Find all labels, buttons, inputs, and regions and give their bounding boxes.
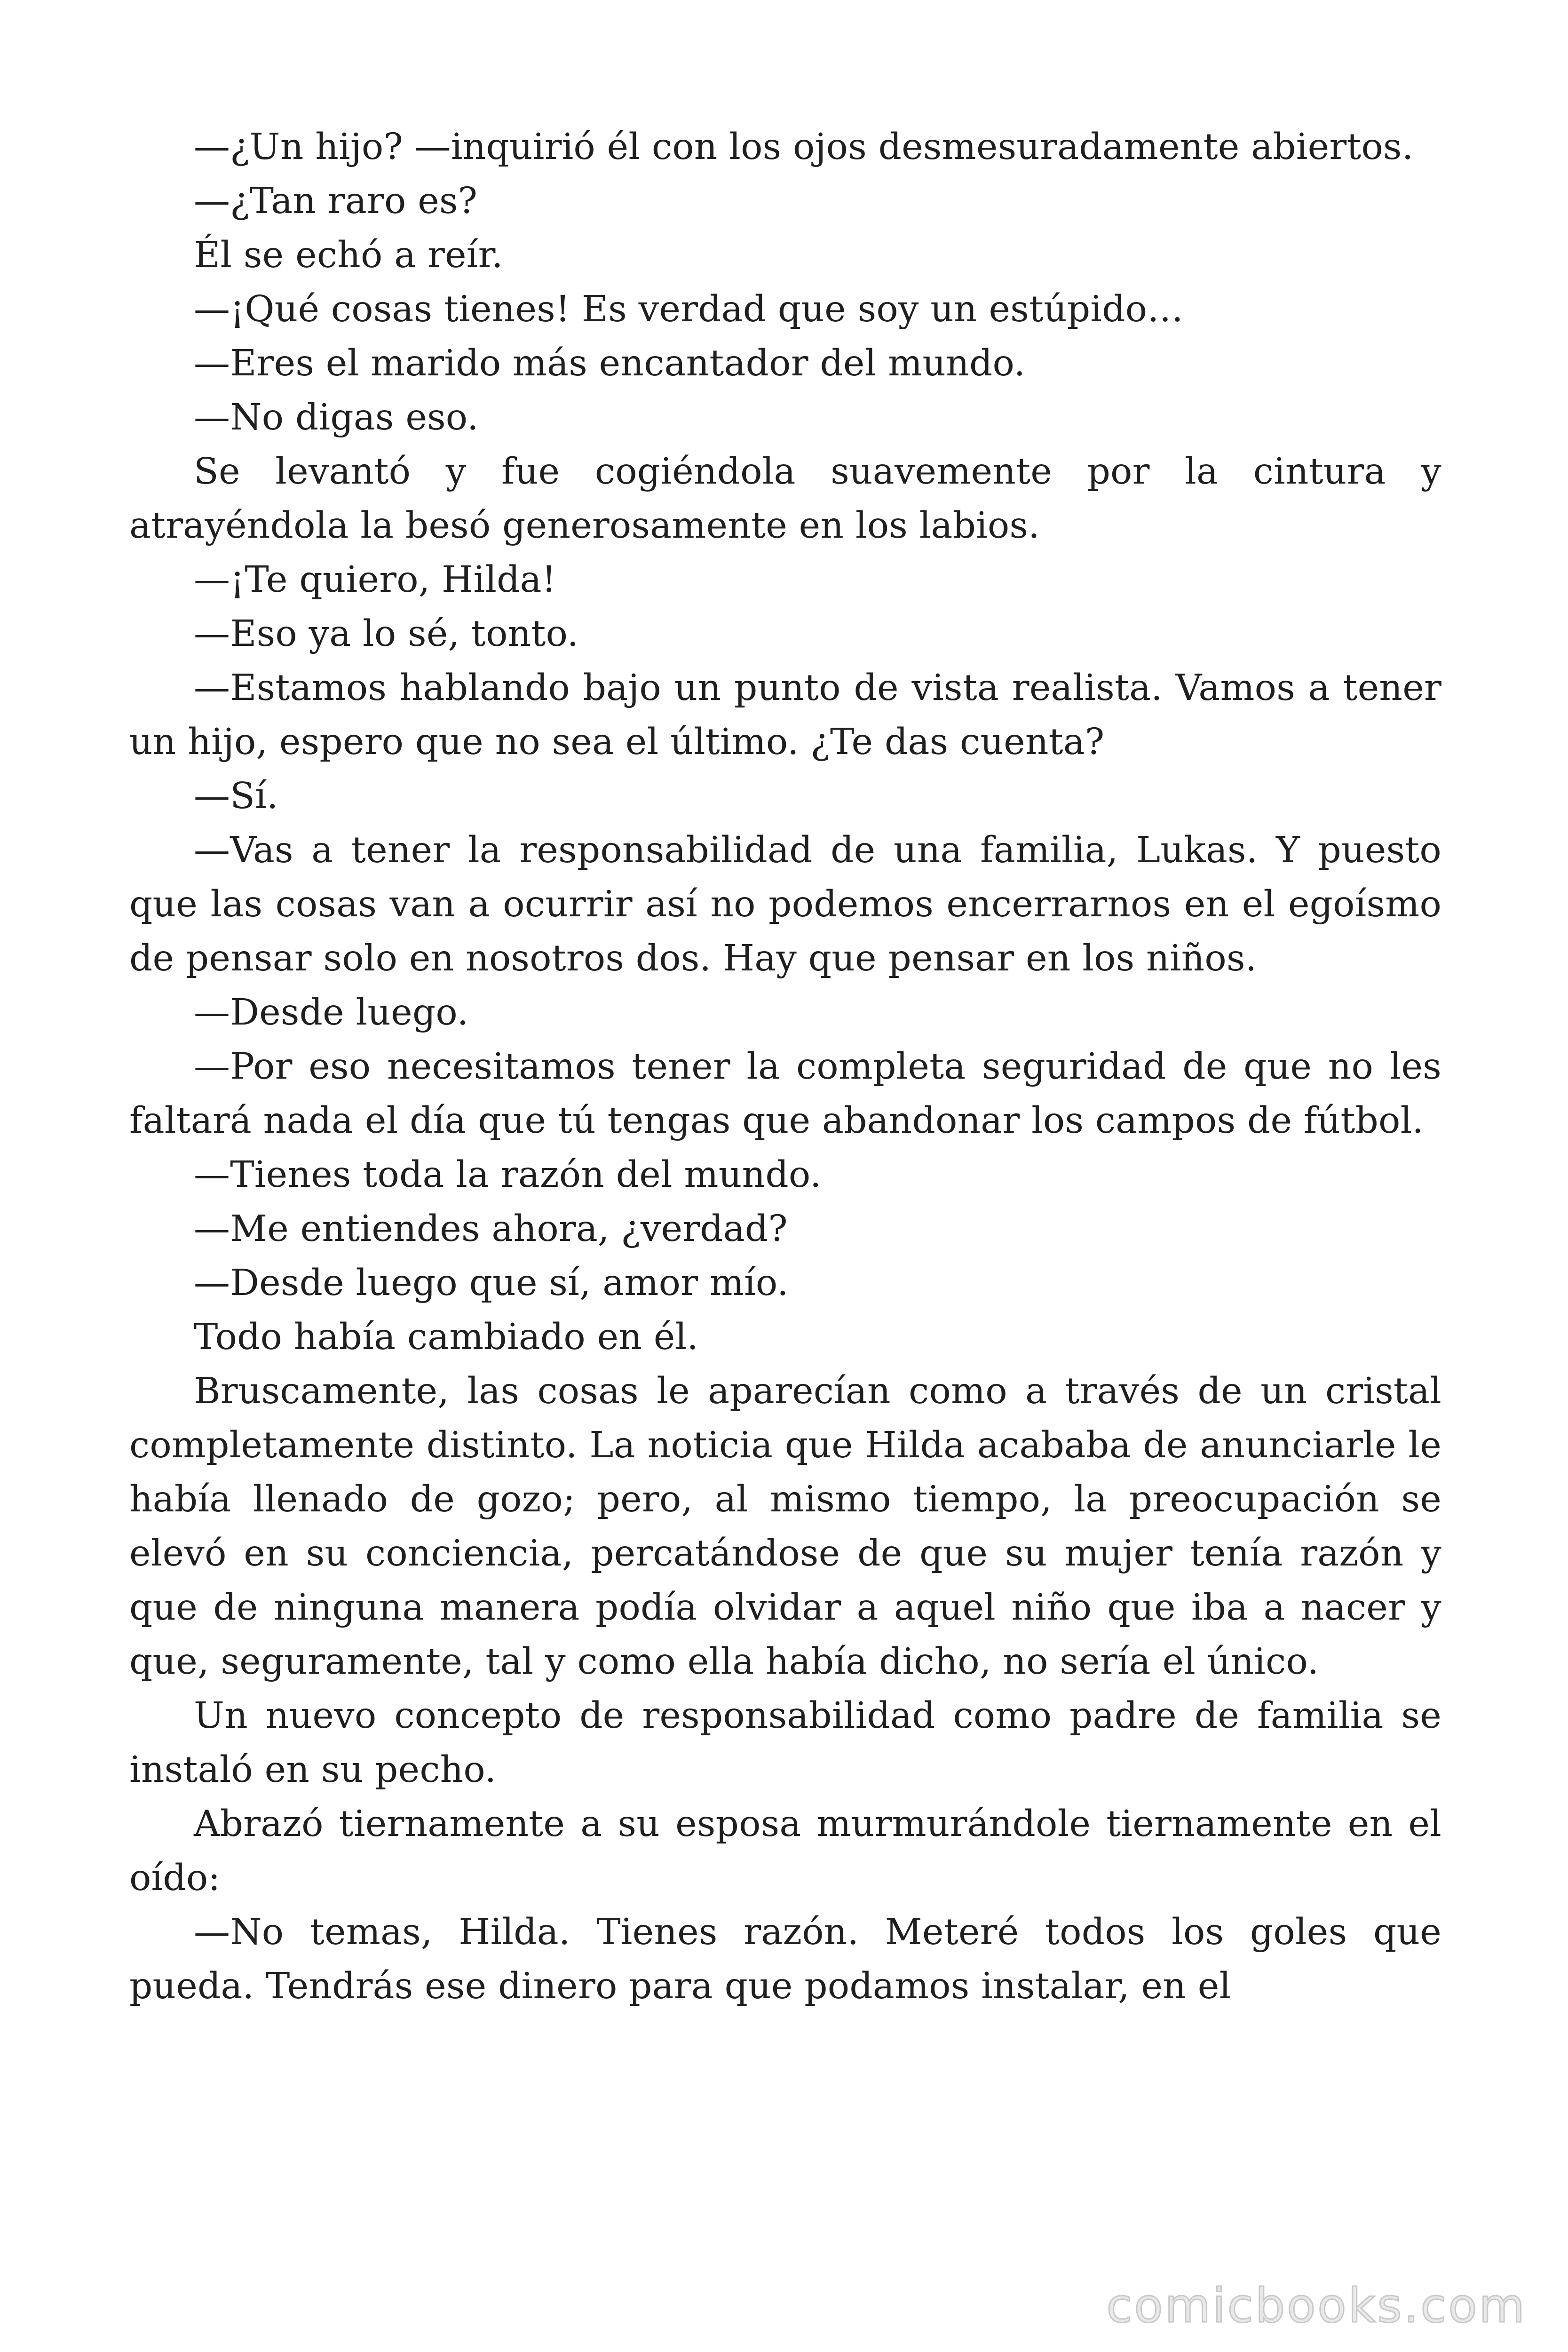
paragraph: —Eso ya lo sé, tonto. xyxy=(194,613,579,655)
paragraph: —Eres el marido más encantador del mundo. xyxy=(194,342,1026,384)
paragraph: Todo había cambiado en él. xyxy=(194,1316,699,1358)
paragraph: Abrazó tiernamente a su esposa murmurándole tiernamente en el oído: xyxy=(129,1803,1441,1899)
paragraph: —Por eso necesitamos tener la completa seguridad de que no les faltará nada el día que tú tengas que abandonar los campos de fútbol. xyxy=(129,1046,1441,1142)
paragraph: Él se echó a reír. xyxy=(194,234,503,276)
paragraph: Bruscamente, las cosas le aparecían como a través de un cristal completamente distinto. La noticia que Hilda acababa de anunciarle le había llenado de gozo; pero, al mismo tiempo, la preocupación se elevó en su conciencia, percatándose de que su mujer tenía razón y que de ninguna manera podía olvidar a aquel niño que iba a nacer y que, seguramente, tal y como ella había dicho, no sería el único. xyxy=(129,1370,1441,1683)
paragraph: —Me entiendes ahora, ¿verdad? xyxy=(194,1208,788,1250)
watermark: comicbooks.com xyxy=(1106,2278,1527,2333)
paragraph: —¡Te quiero, Hilda! xyxy=(194,559,556,601)
page-text xyxy=(129,120,1441,2013)
paragraph: —No digas eso. xyxy=(194,397,479,438)
paragraph: —Estamos hablando bajo un punto de vista realista. Vamos a tener un hijo, espero que no sea el último. ¿Te das cuenta? xyxy=(129,667,1441,763)
paragraph: Se levantó y fue cogiéndola suavemente por la cintura y atrayéndola la besó generosamente en los labios. xyxy=(129,451,1441,547)
paragraph: —Sí. xyxy=(194,775,278,817)
paragraph: —¿Tan raro es? xyxy=(194,180,478,222)
paragraph: —Desde luego que sí, amor mío. xyxy=(194,1262,789,1304)
paragraph: —¿Un hijo? —inquirió él con los ojos desmesuradamente abiertos. xyxy=(194,126,1414,168)
paragraph: —¡Qué cosas tienes! Es verdad que soy un estúpido… xyxy=(194,288,1184,330)
paragraph-continued: —No temas, Hilda. Tienes razón. Meteré todos los goles que pueda. Tendrás ese dinero para que podamos instalar, en el xyxy=(129,1911,1441,2007)
paragraph: —Desde luego. xyxy=(194,992,469,1033)
paragraph: —Tienes toda la razón del mundo. xyxy=(194,1154,822,1196)
paragraph: —Vas a tener la responsabilidad de una familia, Lukas. Y puesto que las cosas van a ocurrir así no podemos encerrarnos en el egoísmo de pensar solo en nosotros dos. Hay que pensar en los niños. xyxy=(129,829,1441,979)
paragraph: Un nuevo concepto de responsabilidad como padre de familia se instaló en su pecho. xyxy=(129,1695,1441,1791)
